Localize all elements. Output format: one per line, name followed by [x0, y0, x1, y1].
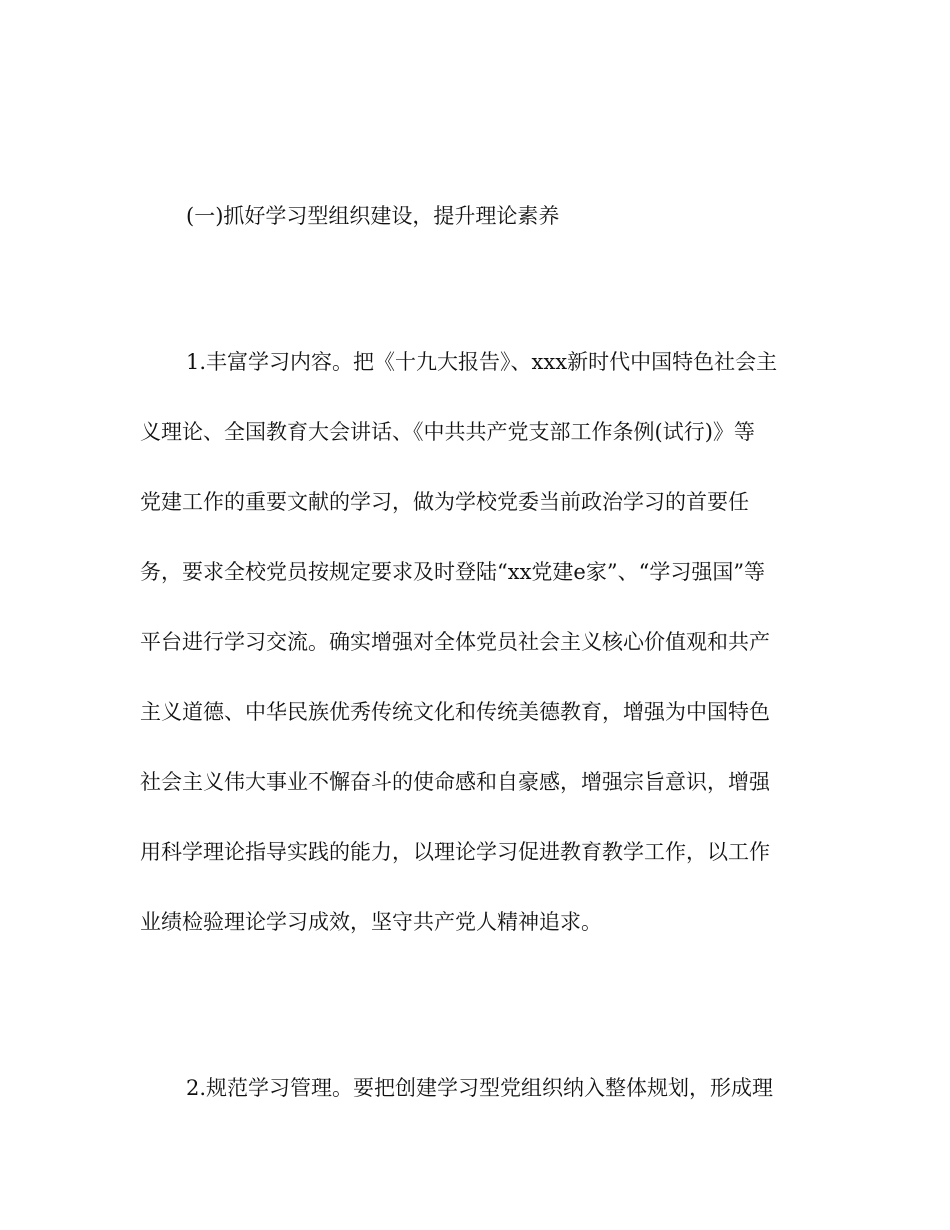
- paragraph-line: 社会主义伟大事业不懈奋斗的使命感和自豪感，增强宗旨意识，增强: [140, 770, 770, 794]
- paragraph-line: 义理论、全国教育大会讲话、《中共共产党支部工作条例(试行)》等: [140, 420, 755, 444]
- paragraph-line: 主义道德、中华民族优秀传统文化和传统美德教育，增强为中国特色: [140, 700, 770, 724]
- paragraph-line: 用科学理论指导实践的能力，以理论学习促进教育教学工作，以工作: [140, 840, 770, 864]
- section-heading: (一)抓好学习型组织建设，提升理论素养: [186, 204, 560, 228]
- paragraph-line: 1.丰富学习内容。把《十九大报告》、xxx新时代中国特色社会主: [186, 350, 778, 374]
- paragraph-line: 务，要求全校党员按规定要求及时登陆“xx党建e家”、“学习强国”等: [140, 560, 766, 584]
- paragraph-line: 2.规范学习管理。要把创建学习型党组织纳入整体规划，形成理: [186, 1076, 774, 1100]
- paragraph-line: 业绩检验理论学习成效，坚守共产党人精神追求。: [140, 910, 602, 934]
- paragraph-line: 党建工作的重要文献的学习，做为学校党委当前政治学习的首要任: [140, 490, 749, 514]
- paragraph-line: 平台进行学习交流。确实增强对全体党员社会主义核心价值观和共产: [140, 630, 770, 654]
